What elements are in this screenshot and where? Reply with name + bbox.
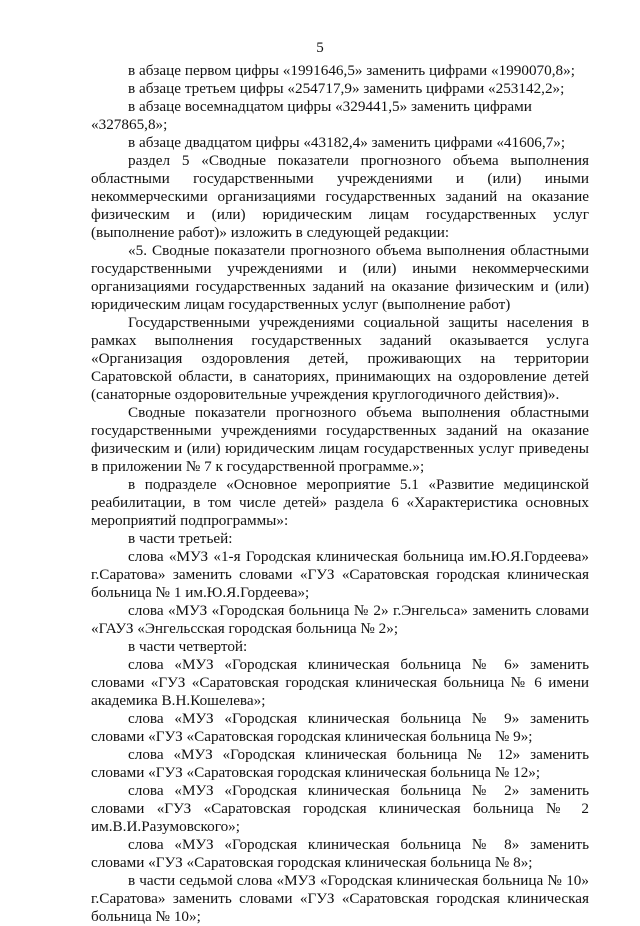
paragraph: Сводные показатели прогнозного объема выполнения областными государственными учреждениями государственных заданий на оказание физическим и (или) юридическим лицам государственных услуг приведены в приложении № 7 к государственной программе.»; — [91, 404, 589, 475]
paragraph: в абзаце первом цифры «1991646,5» заменить цифрами «1990070,8»; — [128, 62, 575, 79]
paragraph: слова «МУЗ «Городская клиническая больница № 12» заменить словами «ГУЗ «Саратовская городская клиническая больница № 12»; — [91, 746, 589, 781]
paragraph: слова «МУЗ «Городская клиническая больница № 6» заменить словами «ГУЗ «Саратовская городская клиническая больница № 6 имени академика В.Н.Кошелева»; — [91, 656, 589, 709]
paragraph: в абзаце восемнадцатом цифры «329441,5» заменить цифрами «327865,8»; — [91, 98, 532, 133]
paragraph: слова «МУЗ «Городская клиническая больница № 8» заменить словами «ГУЗ «Саратовская городская клиническая больница № 8»; — [91, 836, 589, 871]
paragraph: в части седьмой слова «МУЗ «Городская клиническая больница № 10» г.Саратова» заменить словами «ГУЗ «Саратовская городская клиническая больница № 10»; — [91, 872, 589, 925]
paragraph: «5. Сводные показатели прогнозного объема выполнения областными государственными учреждениями и (или) иными некоммерческими организациями государственных заданий на оказание физическим и (или) юридическим лицам государственных услуг (выполнение работ) — [91, 242, 589, 313]
paragraph: в части третьей: — [128, 530, 233, 547]
paragraph: Государственными учреждениями социальной защиты населения в рамках выполнения государственных заданий оказывается услуга «Организация оздоровления детей, проживающих на территории Саратовской области, в санаториях, принимающих на оздоровление детей (санаторные оздоровительные учреждения круглогодичного действия)». — [91, 314, 589, 403]
paragraph: в абзаце третьем цифры «254717,9» заменить цифрами «253142,2»; — [128, 80, 565, 97]
page-number: 5 — [316, 40, 324, 56]
paragraph: в абзаце двадцатом цифры «43182,4» заменить цифрами «41606,7»; — [128, 134, 566, 151]
paragraph: слова «МУЗ «Городская клиническая больница № 2» заменить словами «ГУЗ «Саратовская городская клиническая больница № 2 им.В.И.Разумовского»; — [91, 782, 589, 835]
paragraph: слова «МУЗ «Городская клиническая больница № 9» заменить словами «ГУЗ «Саратовская городская клиническая больница № 9»; — [91, 710, 589, 745]
paragraph: в подразделе «Основное мероприятие 5.1 «Развитие медицинской реабилитации, в том числе детей» раздела 6 «Характеристика основных мероприятий подпрограммы»: — [91, 476, 589, 529]
paragraph: слова «МУЗ «Городская больница № 2» г.Энгельса» заменить словами «ГАУЗ «Энгельсская городская больница № 2»; — [91, 602, 589, 637]
paragraph: в части четвертой: — [128, 638, 248, 655]
paragraph: раздел 5 «Сводные показатели прогнозного объема выполнения областными государственными учреждениями и (или) иными некоммерческими организациями государственных заданий на оказание физическим и (или) юридическим лицам государственных услуг (выполнение работ)» изложить в следующей редакции: — [91, 152, 589, 241]
document-body — [91, 62, 589, 926]
paragraph: слова «МУЗ «1-я Городская клиническая больница им.Ю.Я.Гордеева» г.Саратова» заменить словами «ГУЗ «Саратовская городская клиническая больница № 1 им.Ю.Я.Гордеева»; — [91, 548, 589, 601]
